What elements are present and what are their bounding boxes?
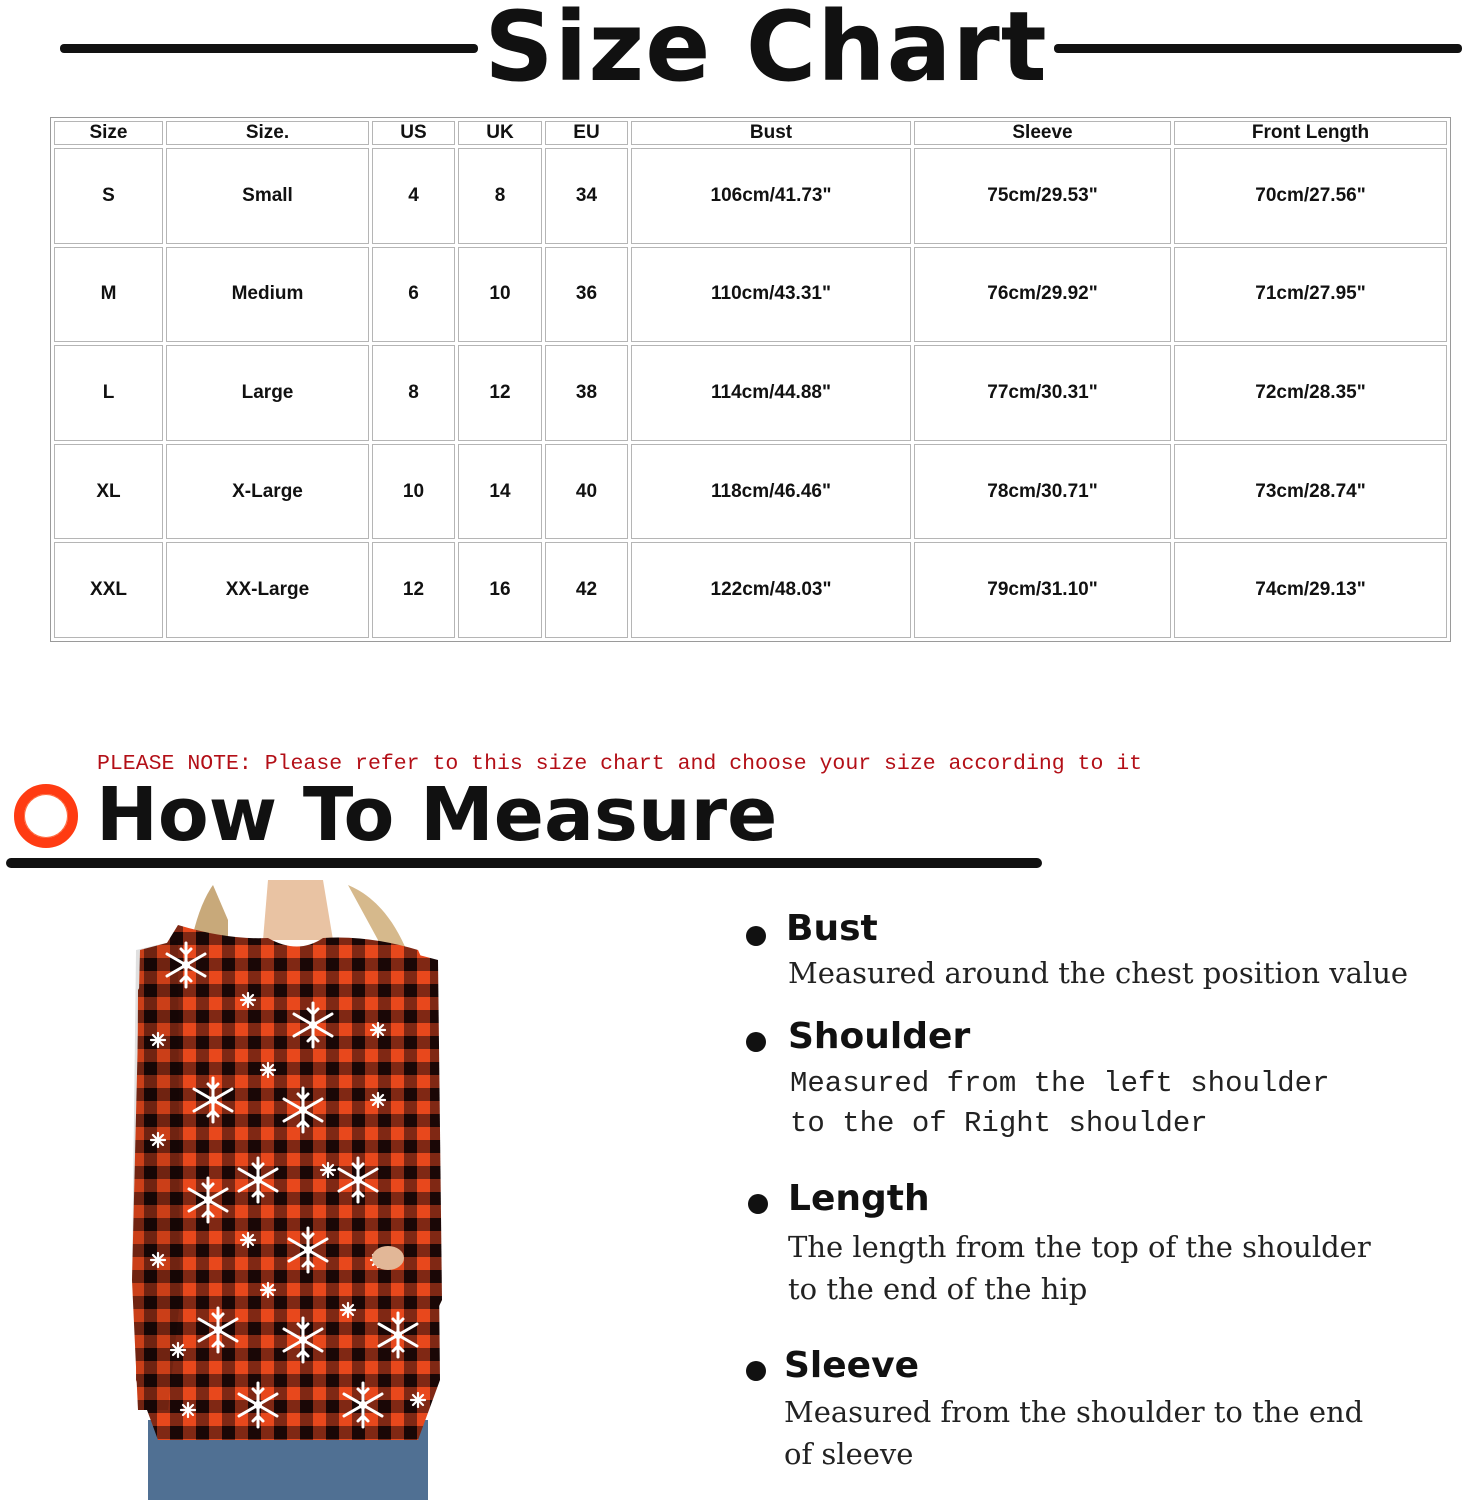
- measure-desc: Measured from the shoulder to the end of sleeve: [784, 1395, 1364, 1471]
- header-size: Size: [54, 121, 163, 145]
- title-rule-left: [60, 44, 478, 53]
- how-to-measure-heading: How To Measure: [96, 772, 778, 858]
- table-cell: 10: [458, 247, 542, 343]
- table-cell: 6: [372, 247, 455, 343]
- page-title: Size Chart: [484, 0, 1048, 103]
- table-cell: 12: [372, 542, 455, 638]
- bullet-icon: [746, 1361, 766, 1381]
- table-cell: 75cm/29.53": [914, 148, 1171, 244]
- table-cell: XL: [54, 444, 163, 540]
- title-rule-right: [1054, 44, 1462, 53]
- table-cell: 118cm/46.46": [631, 444, 911, 540]
- bullet-icon: [748, 1194, 768, 1214]
- header-bust: Bust: [631, 121, 911, 145]
- table-cell: 73cm/28.74": [1174, 444, 1447, 540]
- table-header-row: [54, 121, 1447, 145]
- table-cell: Small: [166, 148, 369, 244]
- measure-title: Shoulder: [788, 1016, 971, 1057]
- table-cell: 4: [372, 148, 455, 244]
- product-photo: [118, 880, 458, 1500]
- heading-underline: [6, 858, 1042, 868]
- measure-title: Length: [788, 1178, 930, 1219]
- table-cell: 70cm/27.56": [1174, 148, 1447, 244]
- table-cell: 10: [372, 444, 455, 540]
- please-note: PLEASE NOTE: Please refer to this size chart and choose your size according to it: [97, 752, 1143, 776]
- table-row: [54, 444, 1447, 540]
- table-cell: 74cm/29.13": [1174, 542, 1447, 638]
- table-cell: 76cm/29.92": [914, 247, 1171, 343]
- table-cell: 72cm/28.35": [1174, 345, 1447, 441]
- table-cell: 14: [458, 444, 542, 540]
- measure-title: Sleeve: [784, 1345, 919, 1386]
- table-cell: 110cm/43.31": [631, 247, 911, 343]
- measure-desc: Measured from the left shoulder to the of Right shoulder: [790, 1067, 1330, 1140]
- ring-icon: [14, 784, 78, 848]
- header-uk: UK: [458, 121, 542, 145]
- header-us: US: [372, 121, 455, 145]
- measure-desc: The length from the top of the shoulder to the end of the hip: [788, 1230, 1371, 1306]
- table-cell: 77cm/30.31": [914, 345, 1171, 441]
- table-row: [54, 247, 1447, 343]
- model-shirt-illustration: [118, 880, 458, 1500]
- table-cell: XXL: [54, 542, 163, 638]
- table-cell: 40: [545, 444, 628, 540]
- size-chart-header: [0, 0, 1465, 110]
- table-cell: 16: [458, 542, 542, 638]
- table-cell: 8: [458, 148, 542, 244]
- size-table: [50, 117, 1451, 642]
- header-sleeve: Sleeve: [914, 121, 1171, 145]
- table-cell: 38: [545, 345, 628, 441]
- measure-title: Bust: [786, 908, 878, 949]
- table-cell: 8: [372, 345, 455, 441]
- table-cell: M: [54, 247, 163, 343]
- table-row: [54, 148, 1447, 244]
- table-cell: 71cm/27.95": [1174, 247, 1447, 343]
- table-row: [54, 542, 1447, 638]
- bullet-icon: [746, 926, 766, 946]
- measure-desc: Measured around the chest position value: [788, 956, 1409, 990]
- table-cell: S: [54, 148, 163, 244]
- header-size-name: Size.: [166, 121, 369, 145]
- table-row: [54, 345, 1447, 441]
- table-cell: 78cm/30.71": [914, 444, 1171, 540]
- table-cell: L: [54, 345, 163, 441]
- table-cell: X-Large: [166, 444, 369, 540]
- table-cell: XX-Large: [166, 542, 369, 638]
- table-cell: Large: [166, 345, 369, 441]
- table-cell: 12: [458, 345, 542, 441]
- table-cell: 106cm/41.73": [631, 148, 911, 244]
- table-cell: 34: [545, 148, 628, 244]
- header-eu: EU: [545, 121, 628, 145]
- table-cell: Medium: [166, 247, 369, 343]
- table-cell: 114cm/44.88": [631, 345, 911, 441]
- header-front-length: Front Length: [1174, 121, 1447, 145]
- table-cell: 122cm/48.03": [631, 542, 911, 638]
- table-cell: 42: [545, 542, 628, 638]
- bullet-icon: [746, 1032, 766, 1052]
- table-cell: 36: [545, 247, 628, 343]
- table-cell: 79cm/31.10": [914, 542, 1171, 638]
